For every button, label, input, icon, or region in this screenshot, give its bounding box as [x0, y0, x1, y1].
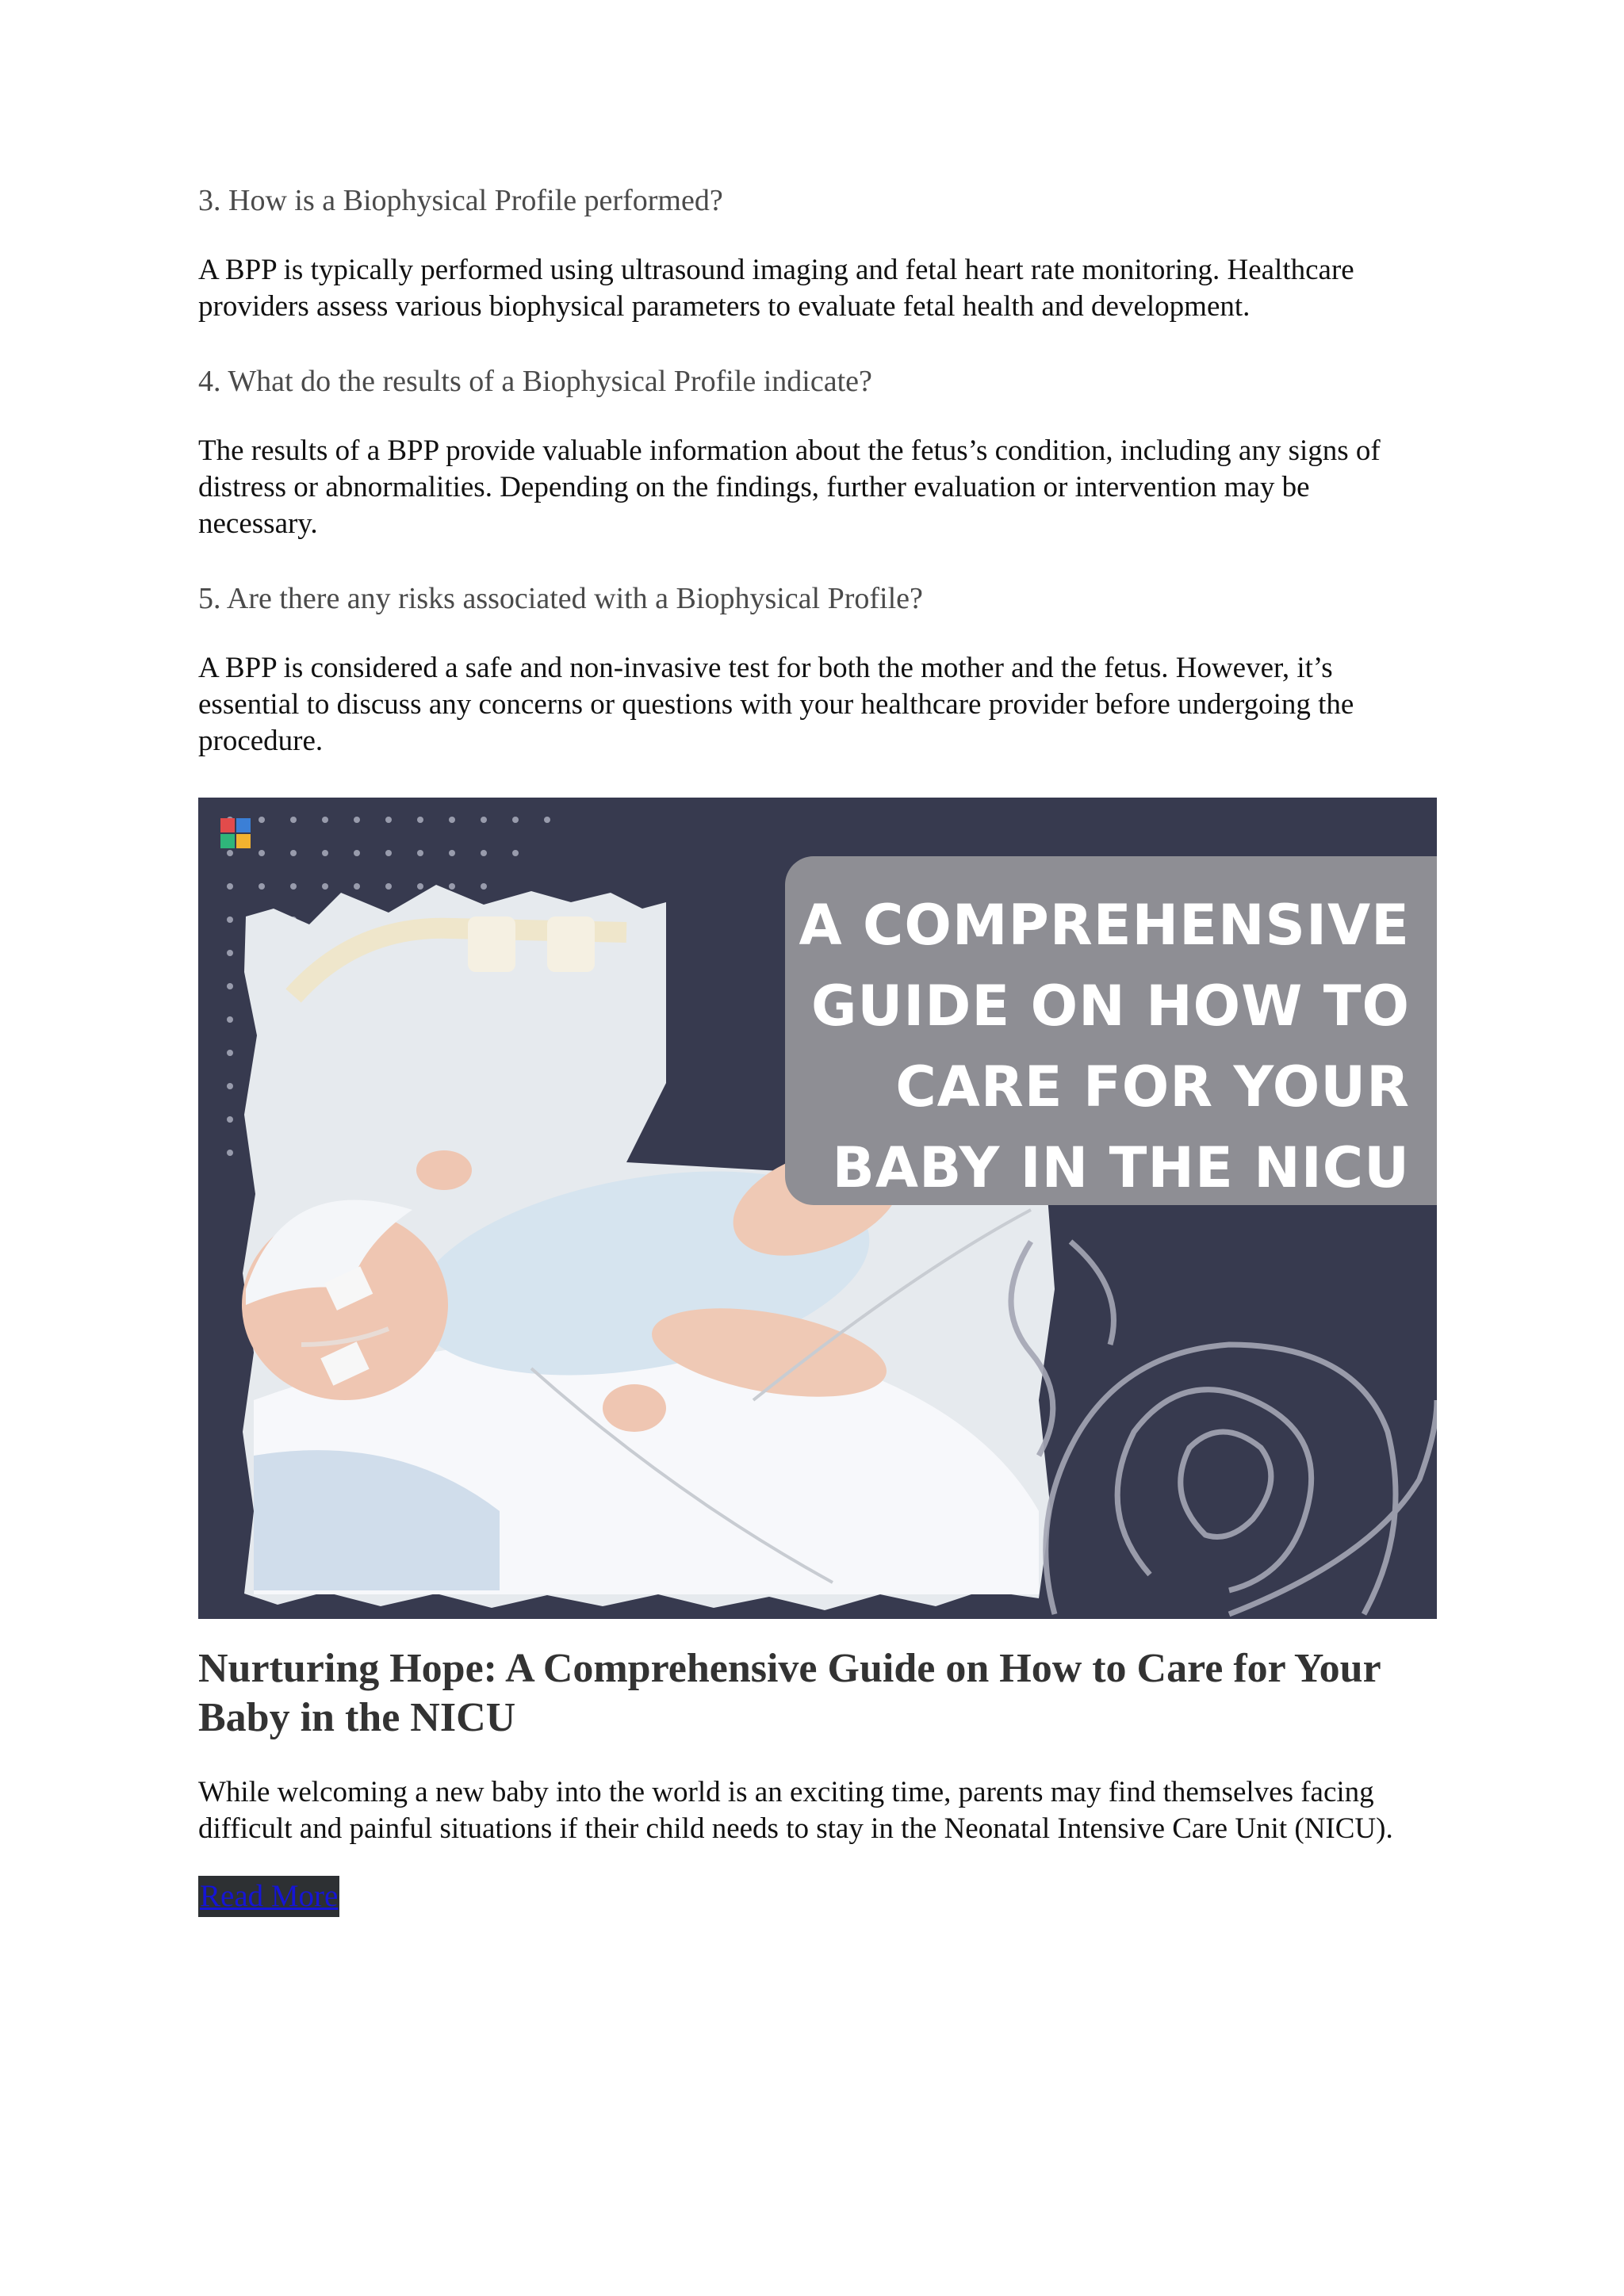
hero-banner-line: GUIDE ON HOW TO — [810, 974, 1410, 1039]
document-page — [198, 182, 1435, 1917]
faq-item — [198, 182, 1435, 325]
faq-answer: A BPP is considered a safe and non-invasive test for both the mother and the fetus. However, it’s essential to discuss any concerns or questions with your healthcare provider before undergoing the procedure. — [198, 652, 1354, 757]
faq-item — [198, 580, 1435, 760]
faq-answer: A BPP is typically performed using ultrasound imaging and fetal heart rate monitoring. Healthcare providers assess various biophysical parameters to evaluate fetal health and development. — [198, 254, 1354, 323]
brand-logo-icon — [220, 818, 251, 848]
hero-banner-line: A COMPREHENSIVE — [799, 893, 1410, 958]
hero-banner-line: CARE FOR YOUR — [895, 1054, 1410, 1119]
article-hero-image[interactable] — [198, 798, 1437, 1619]
article-title[interactable]: Nurturing Hope: A Comprehensive Guide on How to Care for Your Baby in the NICU — [198, 1646, 1381, 1740]
hero-banner-line: BABY IN THE NICU — [832, 1135, 1410, 1200]
contour-lines-decoration — [1011, 1242, 1437, 1614]
faq-answer: The results of a BPP provide valuable information about the fetus’s condition, including any signs of distress or abnormalities. Depending on the findings, further evaluation or intervention may be necessary. — [198, 434, 1381, 540]
article-excerpt: While welcoming a new baby into the world is an exciting time, parents may find themselves facing difficult and painful situations if their child needs to stay in the Neonatal Intensive Care Unit (NICU). — [198, 1776, 1393, 1845]
hero-banner — [785, 856, 1437, 1205]
read-more-link[interactable]: Read More — [198, 1876, 339, 1917]
faq-question: 3. How is a Biophysical Profile performed? — [198, 184, 723, 217]
faq-item — [198, 363, 1435, 542]
faq-question: 5. Are there any risks associated with a Biophysical Profile? — [198, 582, 923, 615]
faq-question: 4. What do the results of a Biophysical Profile indicate? — [198, 365, 872, 398]
